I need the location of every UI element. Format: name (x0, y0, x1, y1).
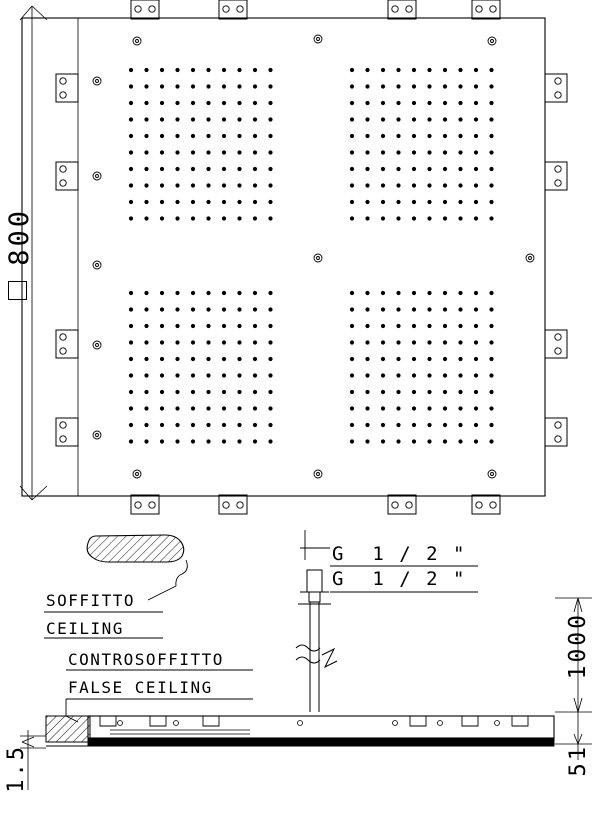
annotation-soffitto-it: SOFFITTO (46, 591, 136, 610)
nozzle-grid-top-left (129, 68, 273, 221)
dimension-label-1-5: 1.5 (4, 744, 29, 793)
bracket-top-3 (388, 0, 416, 19)
annotation-inlet-bottom: G 1 / 2 " (332, 568, 467, 590)
false-ceiling-hatch (46, 716, 90, 742)
annotation-controsoffitto-en: FALSE CEILING (68, 678, 213, 697)
screw-holes (93, 35, 534, 478)
bracket-right-3 (545, 330, 567, 358)
fitting-body (307, 570, 322, 592)
bracket-right-1 (545, 74, 567, 102)
bracket-left-4 (56, 418, 78, 446)
nozzle-grid-bottom-right (350, 291, 494, 444)
panel-outline (22, 18, 545, 496)
bracket-right-2 (545, 162, 567, 190)
nozzle-grid-bottom-left (129, 291, 273, 444)
bracket-top-2 (219, 0, 247, 19)
dimension-label-1000: 1000 (565, 612, 591, 680)
ceiling-hatch (87, 535, 184, 562)
panel-section-body (88, 716, 554, 738)
bracket-bottom-4 (472, 495, 500, 514)
square-dimension-icon (8, 281, 27, 300)
leader-soffitto (176, 560, 187, 586)
annotation-inlet-top: G 1 / 2 " (332, 543, 467, 565)
annotation-soffitto-en: CEILING (46, 619, 124, 638)
bracket-right-4 (545, 418, 567, 446)
bracket-top-4 (472, 0, 500, 19)
panel-face-plate (88, 738, 554, 746)
bracket-left-1 (56, 74, 78, 102)
plan-view-group (20, 0, 567, 514)
bracket-bottom-2 (219, 495, 247, 514)
bracket-left-2 (56, 162, 78, 190)
nozzle-grid-top-right (350, 68, 494, 221)
dimension-label-51: 51 (566, 744, 591, 777)
dimension-label-800: 800 (4, 208, 35, 266)
break-line-icon (322, 649, 337, 667)
annotation-controsoffitto-it: CONTROSOFFITTO (68, 650, 224, 669)
bracket-left-3 (56, 330, 78, 358)
bracket-bottom-1 (131, 495, 159, 514)
bracket-top-1 (131, 0, 159, 19)
bracket-bottom-3 (388, 495, 416, 514)
